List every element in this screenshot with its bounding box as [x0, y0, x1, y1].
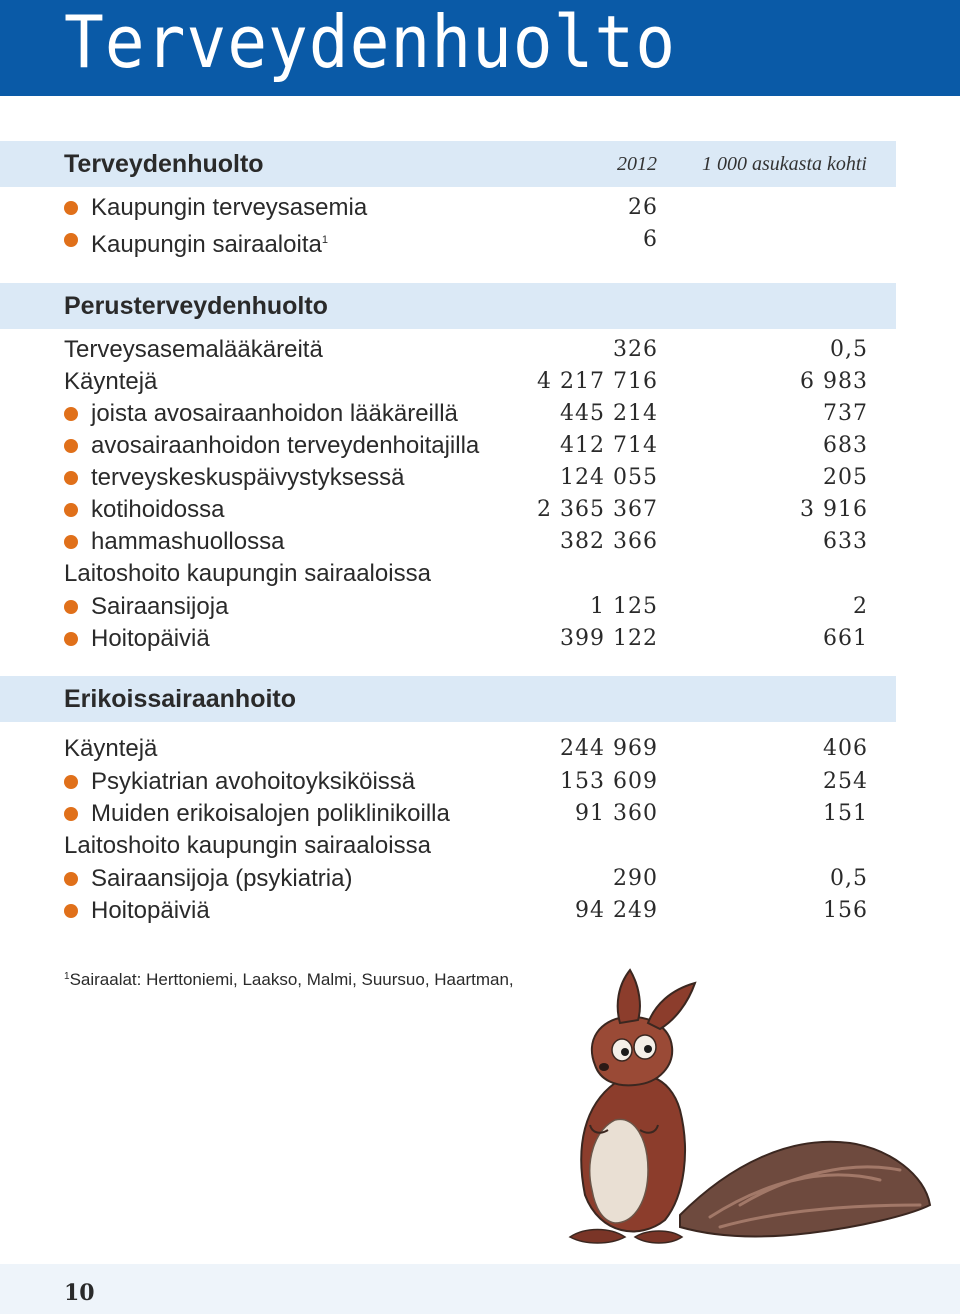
bullet-icon: [64, 503, 78, 517]
value-2012: 399 122: [560, 626, 658, 651]
value-per-1000: 661: [823, 626, 868, 651]
table-row: [0, 863, 960, 895]
value-2012: 91 360: [575, 801, 658, 826]
footnote: [64, 965, 514, 992]
row-label: hammashuollossa: [91, 528, 285, 555]
value-per-1000: 6 983: [800, 369, 868, 394]
row-label: Muiden erikoisalojen poliklinikoilla: [91, 800, 450, 827]
section-header-erikoissairaanhoito: [0, 676, 896, 722]
value-2012: 26: [628, 195, 658, 220]
row-label: Laitoshoito kaupungin sairaaloissa: [64, 832, 431, 859]
table-row: [0, 192, 960, 224]
table-row: [0, 334, 960, 366]
value-2012: 6: [643, 227, 658, 252]
value-2012: 290: [613, 866, 658, 891]
row-label: joista avosairaanhoidon lääkäreillä: [91, 400, 458, 427]
value-per-1000: 205: [823, 465, 868, 490]
value-per-1000: 633: [823, 529, 868, 554]
page-number: 10: [64, 1280, 95, 1306]
value-2012: 326: [613, 337, 658, 362]
section-header-perusterveydenhuolto: [0, 283, 896, 329]
bullet-icon: [64, 471, 78, 485]
bullet-icon: [64, 439, 78, 453]
value-per-1000: 254: [823, 769, 868, 794]
value-2012: 94 249: [575, 898, 658, 923]
row-label: avosairaanhoidon terveydenhoitajilla: [91, 432, 480, 459]
table-row: [0, 398, 960, 430]
column-header-per-1000: 1 000 asukasta kohti: [702, 153, 867, 175]
table-row: [0, 830, 960, 862]
table-row: [0, 591, 960, 623]
section-heading: Perusterveydenhuolto: [64, 292, 328, 320]
bullet-icon: [64, 233, 78, 247]
table-row: [0, 798, 960, 830]
row-label: Käyntejä: [64, 368, 158, 395]
row-label: Sairaansijoja (psykiatria): [91, 865, 353, 892]
table-row: [0, 462, 960, 494]
row-label: Sairaansijoja: [91, 593, 229, 620]
row-label: Kaupungin terveysasemia: [91, 194, 368, 221]
row-label: Hoitopäiviä: [91, 625, 210, 652]
value-2012: 124 055: [560, 465, 658, 490]
value-per-1000: 406: [823, 736, 868, 761]
value-2012: 244 969: [560, 736, 658, 761]
bullet-icon: [64, 807, 78, 821]
title-banner: [0, 0, 960, 96]
table-row: [0, 733, 960, 765]
value-per-1000: 683: [823, 433, 868, 458]
bullet-icon: [64, 407, 78, 421]
column-header-year: 2012: [617, 153, 657, 175]
row-label: Käyntejä: [64, 735, 158, 762]
section-header-terveydenhuolto: [0, 141, 896, 187]
value-per-1000: 0,5: [830, 866, 868, 891]
squirrel-illustration: [530, 965, 940, 1265]
row-label: kotihoidossa: [91, 496, 225, 523]
row-label: Hoitopäiviä: [91, 897, 210, 924]
page-title: Terveydenhuolto: [64, 0, 677, 84]
value-2012: 1 125: [590, 594, 658, 619]
bullet-icon: [64, 201, 78, 215]
page-footer-band: [0, 1264, 960, 1314]
section-heading: Terveydenhuolto: [64, 150, 264, 178]
table-row: [0, 430, 960, 462]
row-label-with-footnote: [91, 224, 328, 261]
value-2012: 2 365 367: [537, 497, 658, 522]
value-per-1000: 156: [823, 898, 868, 923]
section-heading: Erikoissairaanhoito: [64, 685, 297, 713]
table-row: [0, 895, 960, 927]
bullet-icon: [64, 600, 78, 614]
row-label: terveyskeskuspäivystyksessä: [91, 464, 405, 491]
value-2012: 382 366: [560, 529, 658, 554]
footnote-text: Sairaalat: Herttoniemi, Laakso, Malmi, Suursuo, Haartman,: [69, 970, 514, 989]
bullet-icon: [64, 904, 78, 918]
value-per-1000: 737: [823, 401, 868, 426]
table-row: [0, 526, 960, 558]
value-2012: 4 217 716: [537, 369, 658, 394]
value-2012: 412 714: [560, 433, 658, 458]
table-row: [0, 766, 960, 798]
table-row: [0, 224, 960, 256]
bullet-icon: [64, 775, 78, 789]
value-per-1000: 2: [853, 594, 868, 619]
table-row: [0, 366, 960, 398]
row-label: Terveysasemalääkäreitä: [64, 336, 323, 363]
footnote-marker: 1: [64, 971, 70, 982]
value-per-1000: 0,5: [830, 337, 868, 362]
table-row: [0, 558, 960, 590]
bullet-icon: [64, 872, 78, 886]
value-per-1000: 151: [823, 801, 868, 826]
bullet-icon: [64, 632, 78, 646]
table-row: [0, 494, 960, 526]
bullet-icon: [64, 535, 78, 549]
row-label: Laitoshoito kaupungin sairaaloissa: [64, 560, 431, 587]
row-label: Kaupungin sairaaloita: [91, 231, 322, 258]
row-label: Psykiatrian avohoitoyksiköissä: [91, 768, 416, 795]
value-2012: 445 214: [560, 401, 658, 426]
table-row: [0, 623, 960, 655]
value-2012: 153 609: [560, 769, 658, 794]
footnote-marker: 1: [321, 234, 328, 246]
value-per-1000: 3 916: [800, 497, 868, 522]
